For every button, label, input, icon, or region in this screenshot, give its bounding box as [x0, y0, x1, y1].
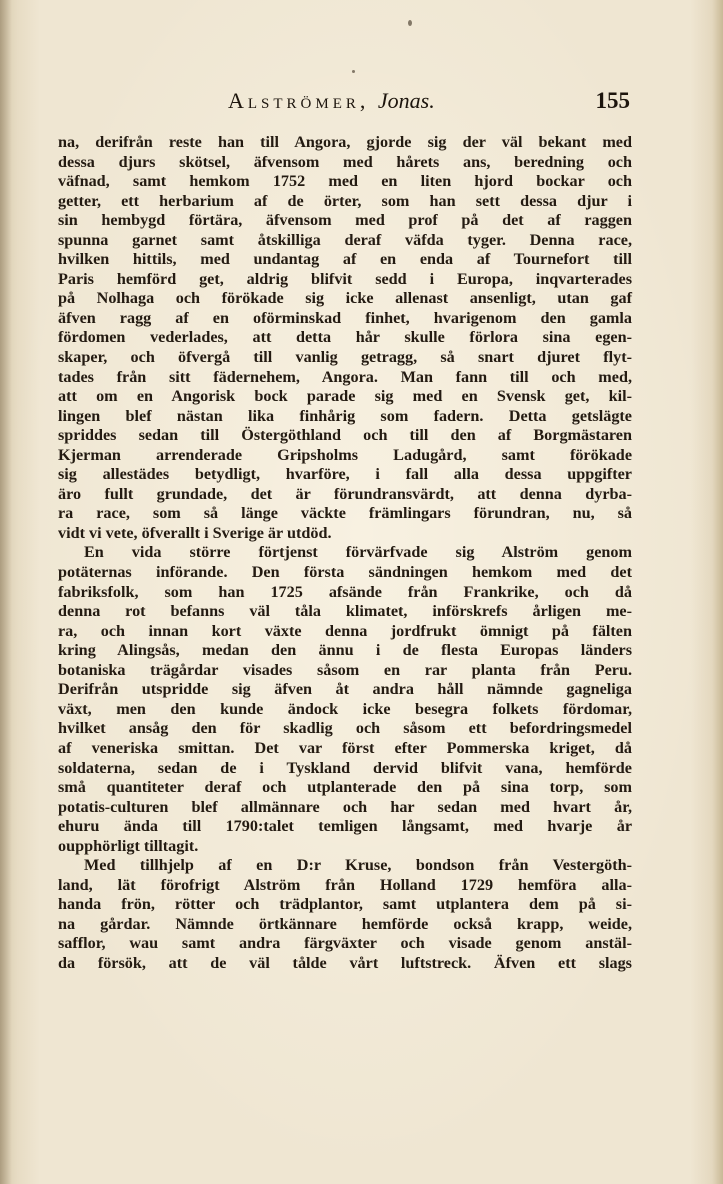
text-line: fördomen vederlades, att detta hår skulle förlora sina egen-: [58, 328, 632, 347]
text-line: botaniska trägårdar visades såsom en rar planta från Peru.: [58, 660, 632, 679]
running-head-title: [228, 88, 435, 114]
text-line: att om en Angorisk bock parade sig med en Svensk get, kil-: [58, 387, 632, 406]
text-line: ra, och innan kort växte denna jordfrukt ömnigt på fälten: [58, 621, 632, 640]
paragraph-start-line: En vida större förtjenst förvärfvade sig Alström genom: [84, 543, 632, 562]
text-line: kring Alingsås, medan den ännu i de flesta Europas länders: [58, 641, 632, 660]
text-line: små quantiteter deraf och utplanterade den på sina torp, som: [58, 778, 632, 797]
running-head-surname: Alströmer,: [228, 88, 370, 113]
text-line: na, derifrån reste han till Angora, gjorde sig der väl bekant med: [58, 133, 632, 151]
text-line: land, lät förofrigt Alström från Holland 1729 hemföra alla-: [58, 875, 632, 894]
text-line: denna rot befanns väl tåla klimatet, införskrefs årligen me-: [58, 602, 632, 621]
text-line: lingen blef nästan lika finhårig som fadern. Detta getslägte: [58, 406, 632, 425]
text-line: tades från sitt fädernehem, Angora. Man fann till och med,: [58, 367, 632, 386]
ink-speck: [408, 20, 412, 26]
text-line: Kjerman arrenderade Gripsholms Ladugård, samt förökade: [58, 445, 632, 464]
text-line: potäternas införande. Den första sändningen hemkom med det: [58, 563, 632, 582]
text-line: Derifrån utspridde sig äfven åt andra håll nämnde gagneliga: [58, 680, 632, 699]
text-line: sig allestädes betydligt, hvarföre, i fall alla dessa uppgifter: [58, 465, 632, 484]
page-number: 155: [595, 88, 630, 113]
text-line: soldaterna, sedan de i Tyskland dervid blifvit vana, hemförde: [58, 758, 632, 777]
text-line: äfven ragg af en oförminskad finhet, hvarigenom den gamla: [58, 308, 632, 327]
text-line: vidt vi vete, öfverallt i Sverige är utdöd.: [58, 523, 332, 542]
text-line: getter, ett herbarium af de örter, som han sett dessa djur i: [58, 191, 632, 210]
body-text: [58, 133, 632, 974]
text-line: potatis-culturen blef allmännare och har sedan med hvart år,: [58, 797, 632, 816]
text-line: skaper, och öfvergå till vanlig getragg, så snart djuret flyt-: [58, 348, 632, 367]
ink-speck: [352, 70, 355, 73]
text-line: hvilken hittils, med undantag af en enda af Tournefort till: [58, 250, 632, 269]
text-line: na gårdar. Nämnde örtkännare hemförde också krapp, weide,: [58, 914, 632, 933]
text-line: fabriksfolk, som han 1725 afsände från Frankrike, och då: [58, 582, 632, 601]
text-line: ehuru ända till 1790:talet temligen långsamt, med hvarje år: [58, 817, 632, 836]
text-line: Paris hemförd get, aldrig blifvit sedd i Europa, inqvarterades: [58, 269, 632, 288]
text-line: spunna garnet samt åtskilliga deraf väfda tyger. Denna race,: [58, 230, 632, 249]
text-line: ra race, som så länge väckte främlingars förundran, nu, så: [58, 504, 632, 523]
text-line: handa frön, rötter och trädplantor, samt utplantera dem på si-: [58, 895, 632, 914]
text-line: växt, men den kunde ändock icke besegra folkets fördomar,: [58, 699, 632, 718]
text-line: safflor, wau samt andra färgväxter och visade genom anstäl-: [58, 934, 632, 953]
text-line: spriddes sedan till Östergöthland och till den af Borgmästaren: [58, 426, 632, 445]
text-line: sin hembygd förtära, äfvensom med prof på det af raggen: [58, 211, 632, 230]
paragraph-start-line: Med tillhjelp af en D:r Kruse, bondson från Vestergöth-: [84, 856, 632, 875]
spine-shadow: [0, 0, 12, 1184]
text-line: hvilket ansåg den för skadlig och såsom ett befordringsmedel: [58, 719, 632, 738]
text-line: da försök, att de väl tålde vårt luftstreck. Äfven ett slags: [58, 953, 632, 972]
text-line: på Nolhaga och förökade sig icke allenast ansenligt, utan gaf: [58, 289, 632, 308]
text-line: dessa djurs skötsel, äfvensom med hårets ans, beredning och: [58, 152, 632, 171]
running-head: [60, 88, 630, 124]
text-line: af veneriska smittan. Det var först efter Pommerska kriget, då: [58, 738, 632, 757]
running-head-given-name: Jonas.: [377, 88, 435, 113]
text-line: äro fullt grundade, det är förundransvärdt, att denna dyrba-: [58, 484, 632, 503]
text-line: oupphörligt tilltagit.: [58, 836, 199, 855]
text-line: väfnad, samt hemkom 1752 med en liten hjord bockar och: [58, 172, 632, 191]
